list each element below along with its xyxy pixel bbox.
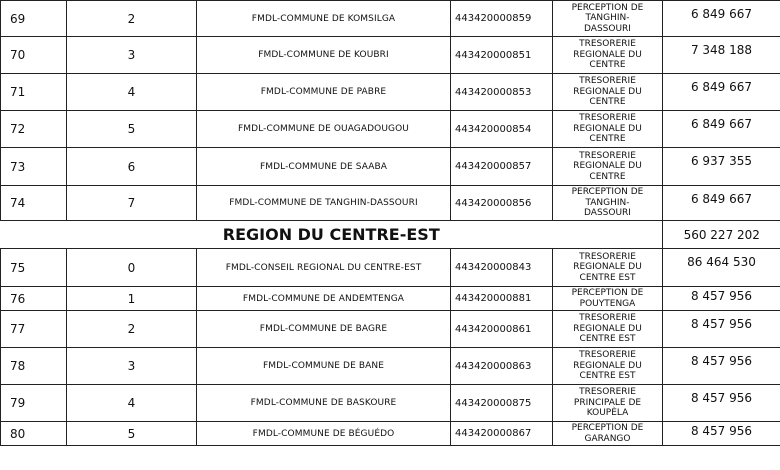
- beneficiary-name: FMDL-COMMUNE DE ANDEMTENGA: [197, 287, 451, 311]
- row-rank: 6: [67, 148, 197, 186]
- paying-office: TRESORERIE REGIONALE DU CENTRE EST: [573, 251, 642, 283]
- table-row: [1, 249, 780, 287]
- row-number: 72: [1, 111, 67, 148]
- amount: 7 348 188: [663, 37, 780, 74]
- account-number: 443420000875: [451, 385, 553, 422]
- row-rank: 0: [67, 249, 197, 287]
- row-number: 78: [1, 348, 67, 385]
- paying-office: TRESORERIE REGIONALE DU CENTRE: [573, 76, 642, 108]
- table-row: [1, 148, 780, 186]
- beneficiary-name: FMDL-COMMUNE DE KOMSILGA: [197, 1, 451, 37]
- beneficiary-name: FMDL-COMMUNE DE BASKOURE: [197, 385, 451, 422]
- paying-office: PERCEPTION DE TANGHIN-DASSOURI: [571, 2, 644, 34]
- row-number: 80: [1, 422, 67, 446]
- beneficiary-name: FMDL-COMMUNE DE BAGRE: [197, 311, 451, 348]
- table-row: [1, 111, 780, 148]
- account-number: 443420000861: [451, 311, 553, 348]
- beneficiary-name: FMDL-COMMUNE DE SAABA: [197, 148, 451, 186]
- row-rank: 7: [67, 186, 197, 221]
- table-row: [1, 311, 780, 348]
- table-row: [1, 74, 780, 111]
- amount: 6 849 667: [663, 111, 780, 148]
- row-rank: 3: [67, 348, 197, 385]
- amount: 86 464 530: [663, 249, 780, 287]
- paying-office: TRESORERIE REGIONALE DU CENTRE: [573, 39, 642, 71]
- beneficiary-name: FMDL-COMMUNE DE TANGHIN-DASSOURI: [197, 186, 451, 221]
- row-number: 76: [1, 287, 67, 311]
- beneficiary-name: FMDL-COMMUNE DE OUAGADOUGOU: [197, 111, 451, 148]
- paying-office: TRESORERIE REGIONALE DU CENTRE EST: [573, 313, 642, 345]
- region-header-row: [1, 221, 780, 249]
- row-rank: 5: [67, 422, 197, 446]
- amount: 8 457 956: [663, 422, 780, 446]
- row-number: 74: [1, 186, 67, 221]
- account-number: 443420000859: [451, 1, 553, 37]
- amount: 6 849 667: [663, 1, 780, 37]
- table-row: [1, 385, 780, 422]
- row-rank: 3: [67, 37, 197, 74]
- account-number: 443420000881: [451, 287, 553, 311]
- paying-office: TRESORERIE REGIONALE DU CENTRE: [573, 150, 642, 182]
- beneficiary-name: FMDL-COMMUNE DE BÉGUÉDO: [197, 422, 451, 446]
- account-number: 443420000854: [451, 111, 553, 148]
- beneficiary-name: FMDL-COMMUNE DE BANE: [197, 348, 451, 385]
- paying-office: PERCEPTION DE POUYTENGA: [571, 288, 644, 309]
- table-row: [1, 37, 780, 74]
- region-total: 560 227 202: [663, 221, 780, 249]
- region-title: REGION DU CENTRE-EST: [1, 221, 663, 249]
- account-number: 443420000863: [451, 348, 553, 385]
- amount: 6 849 667: [663, 186, 780, 221]
- row-number: 73: [1, 148, 67, 186]
- table-row: [1, 186, 780, 221]
- amount: 8 457 956: [663, 385, 780, 422]
- amount: 8 457 956: [663, 311, 780, 348]
- table-row: [1, 422, 780, 446]
- row-rank: 2: [67, 311, 197, 348]
- amount: 8 457 956: [663, 348, 780, 385]
- paying-office: TRESORERIE REGIONALE DU CENTRE EST: [573, 350, 642, 382]
- paying-office: TRESORERIE REGIONALE DU CENTRE: [573, 113, 642, 145]
- account-number: 443420000867: [451, 422, 553, 446]
- beneficiary-name: FMDL-COMMUNE DE PABRE: [197, 74, 451, 111]
- row-number: 69: [1, 1, 67, 37]
- row-rank: 4: [67, 74, 197, 111]
- paying-office: TRESORERIE PRINCIPALE DE KOUPÈLA: [573, 387, 642, 419]
- table-row: [1, 1, 780, 37]
- beneficiary-name: FMDL-COMMUNE DE KOUBRI: [197, 37, 451, 74]
- paying-office: PERCEPTION DE TANGHIN-DASSOURI: [571, 187, 644, 219]
- amount: 6 937 355: [663, 148, 780, 186]
- row-number: 77: [1, 311, 67, 348]
- row-rank: 4: [67, 385, 197, 422]
- account-number: 443420000853: [451, 74, 553, 111]
- row-rank: 2: [67, 1, 197, 37]
- table-row: [1, 287, 780, 311]
- account-number: 443420000857: [451, 148, 553, 186]
- row-number: 70: [1, 37, 67, 74]
- paying-office: PERCEPTION DE GARANGO: [571, 423, 644, 444]
- table-row: [1, 348, 780, 385]
- account-number: 443420000843: [451, 249, 553, 287]
- amount: 8 457 956: [663, 287, 780, 311]
- account-number: 443420000856: [451, 186, 553, 221]
- account-number: 443420000851: [451, 37, 553, 74]
- amount: 6 849 667: [663, 74, 780, 111]
- row-number: 79: [1, 385, 67, 422]
- row-rank: 1: [67, 287, 197, 311]
- beneficiary-name: FMDL-CONSEIL REGIONAL DU CENTRE-EST: [197, 249, 451, 287]
- row-number: 71: [1, 74, 67, 111]
- row-number: 75: [1, 249, 67, 287]
- row-rank: 5: [67, 111, 197, 148]
